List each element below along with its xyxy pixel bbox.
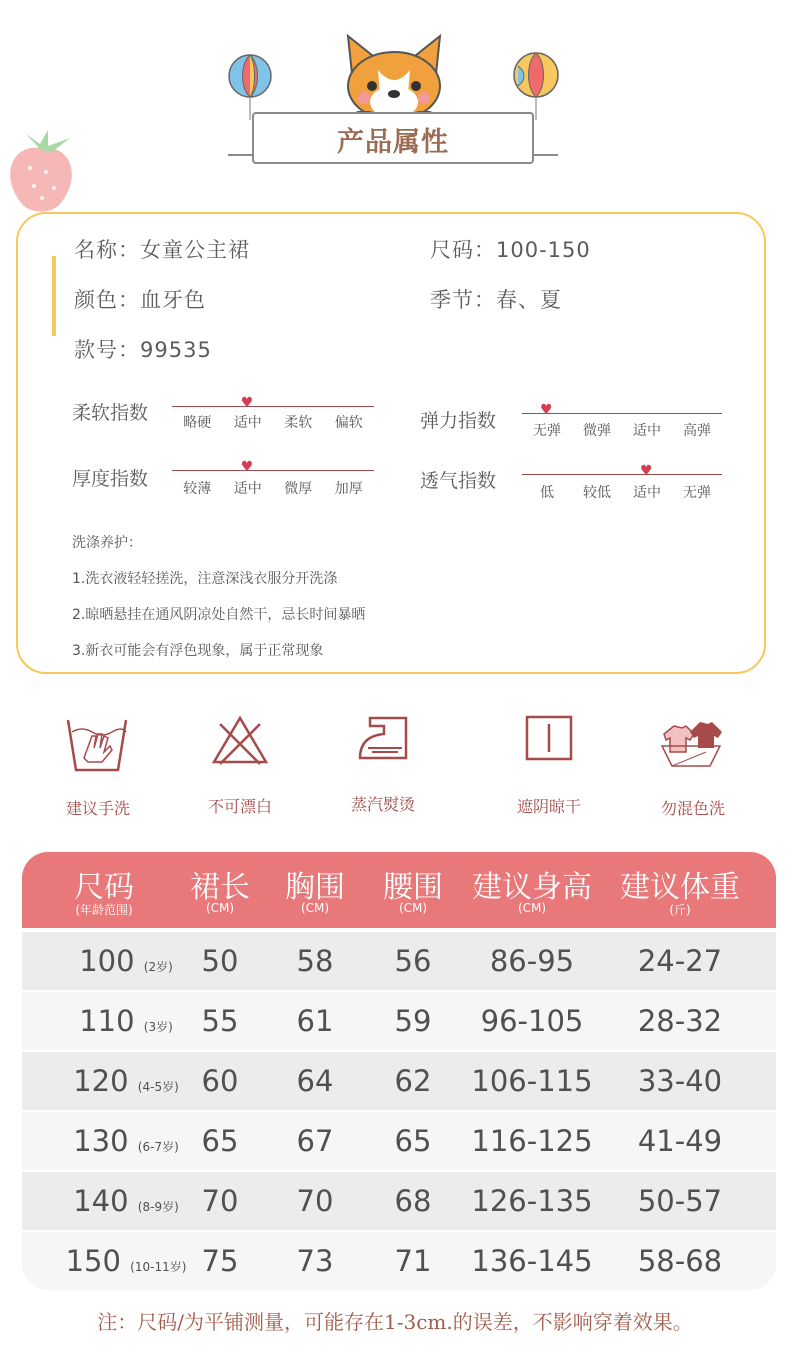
table-cell-weight: 28-32 (637, 1004, 723, 1038)
table-cell-height: 86-95 (489, 944, 575, 978)
table-cell-length: 55 (201, 1004, 239, 1038)
table-cell-waist: 59 (394, 1004, 432, 1038)
care-icon-label: 不可漂白 (207, 797, 272, 816)
index-title: 柔软指数 (72, 402, 149, 424)
table-cell-weight: 50-57 (637, 1184, 723, 1218)
table-row (22, 1172, 776, 1230)
table-cell-weight: 24-27 (637, 944, 723, 978)
column-header-unit: (CM) (205, 901, 235, 915)
size-value: 150 (65, 1244, 121, 1278)
heart-marker-icon: ♥ (240, 459, 254, 475)
table-cell-chest: 61 (296, 1004, 334, 1038)
care-title: 洗涤养护： (72, 535, 142, 551)
table-cell-height: 106-115 (471, 1064, 593, 1098)
care-item: 3.新衣可能会有浮色现象，属于正常现象 (72, 643, 324, 659)
column-header: 胸围 (285, 870, 345, 905)
table-cell-length: 70 (201, 1184, 239, 1218)
table-cell-chest: 70 (296, 1184, 334, 1218)
table-row (22, 1232, 776, 1290)
table-cell-chest: 64 (296, 1064, 334, 1098)
table-cell-height: 126-135 (471, 1184, 593, 1218)
page-title: 产品属性 (337, 127, 449, 158)
age-range: (10-11岁) (130, 1260, 187, 1274)
table-cell-length: 50 (201, 944, 239, 978)
table-cell-height: 136-145 (471, 1244, 593, 1278)
table-cell-waist: 65 (394, 1124, 432, 1158)
table-cell-waist: 56 (394, 944, 432, 978)
index-option-label: 偏软 (334, 415, 363, 431)
table-row (22, 992, 776, 1050)
product-style-number: 款号：99535 (74, 338, 212, 362)
separate-colors-icon (656, 712, 726, 768)
size-note: 注：尺码/为平铺测量，可能存在1-3cm.的误差，不影响穿着效果。 (97, 1310, 693, 1334)
size-value: 140 (73, 1184, 129, 1218)
table-cell-weight: 58-68 (637, 1244, 723, 1278)
index-option-label: 无弹 (533, 423, 561, 439)
strawberry-icon (2, 128, 80, 216)
product-name: 名称：女童公主裙 (74, 238, 250, 262)
care-icon-label: 勿混色洗 (660, 799, 725, 818)
table-row (22, 1052, 776, 1110)
heart-marker-icon: ♥ (540, 402, 553, 418)
index-option-label: 较薄 (183, 481, 212, 497)
table-cell-weight: 33-40 (637, 1064, 723, 1098)
product-color: 颜色：血牙色 (74, 288, 206, 312)
age-range: (2岁) (143, 960, 173, 974)
steam-iron-icon (356, 714, 412, 764)
index-option-label: 适中 (233, 481, 262, 497)
column-header: 尺码 (74, 870, 134, 905)
index-option-label: 柔软 (284, 415, 313, 431)
column-header-unit: (CM) (517, 901, 547, 915)
column-header: 建议体重 (620, 870, 740, 905)
hand-wash-icon (64, 714, 130, 774)
table-cell-length: 60 (201, 1064, 239, 1098)
table-cell-length: 75 (201, 1244, 239, 1278)
size-value: 120 (73, 1064, 129, 1098)
column-header-unit: (年龄范围) (75, 903, 133, 917)
table-cell-height: 96-105 (480, 1004, 584, 1038)
size-value: 110 (79, 1004, 135, 1038)
table-cell-length: 65 (201, 1124, 239, 1158)
heart-marker-icon: ♥ (240, 395, 254, 411)
index-option-label: 适中 (633, 423, 661, 439)
table-cell-height: 116-125 (471, 1124, 593, 1158)
corgi-mascot-icon (334, 30, 454, 122)
age-range: (3岁) (143, 1020, 173, 1034)
age-range: (4-5岁) (137, 1080, 179, 1094)
table-cell-weight: 41-49 (637, 1124, 723, 1158)
care-icon-label: 遮阴晾干 (516, 797, 581, 816)
index-option-label: 高弹 (683, 423, 711, 439)
size-value: 100 (79, 944, 135, 978)
age-range: (6-7岁) (137, 1140, 179, 1154)
column-header: 建议身高 (472, 870, 592, 905)
shade-dry-icon (524, 714, 574, 762)
index-scale-line (522, 474, 722, 475)
column-header-unit: (斤) (669, 903, 691, 917)
size-value: 130 (73, 1124, 129, 1158)
column-header-unit: (CM) (300, 901, 330, 915)
table-cell-waist: 68 (394, 1184, 432, 1218)
index-scale-line (172, 406, 374, 407)
care-icon-label: 建议手洗 (65, 799, 130, 818)
table-cell-chest: 73 (296, 1244, 334, 1278)
no-bleach-icon (210, 714, 270, 766)
index-option-label: 略硬 (183, 415, 212, 431)
index-title: 厚度指数 (72, 468, 149, 490)
table-cell-waist: 62 (394, 1064, 432, 1098)
index-option-label: 微弹 (583, 423, 611, 439)
index-scale-line (172, 470, 374, 471)
care-item: 1.洗衣液轻轻搓洗，注意深浅衣服分开洗涤 (72, 571, 338, 587)
care-item: 2.晾晒悬挂在通风阴凉处自然干，忌长时间暴晒 (72, 607, 366, 623)
column-header-unit: (CM) (398, 901, 428, 915)
table-cell-waist: 71 (394, 1244, 432, 1278)
heart-marker-icon: ♥ (640, 463, 653, 479)
product-season: 季节：春、夏 (430, 288, 562, 312)
index-option-label: 微厚 (284, 481, 313, 497)
table-row (22, 932, 776, 990)
care-icon-label: 蒸汽熨烫 (350, 795, 415, 814)
banner-line (228, 154, 254, 156)
table-cell-chest: 67 (296, 1124, 334, 1158)
table-row (22, 1112, 776, 1170)
column-header: 裙长 (190, 870, 250, 905)
index-option-label: 无弹 (683, 485, 711, 501)
index-option-label: 加厚 (334, 481, 363, 497)
column-header: 腰围 (383, 870, 443, 905)
age-range: (8-9岁) (137, 1200, 179, 1214)
accent-bar (52, 256, 56, 336)
index-title: 弹力指数 (420, 410, 497, 432)
product-size-range: 尺码：100-150 (430, 238, 591, 262)
index-option-label: 低 (540, 485, 554, 501)
index-option-label: 适中 (233, 415, 262, 431)
index-option-label: 适中 (633, 485, 661, 501)
index-option-label: 较低 (583, 485, 611, 501)
table-cell-chest: 58 (296, 944, 334, 978)
index-title: 透气指数 (420, 470, 497, 492)
banner-line (532, 154, 558, 156)
